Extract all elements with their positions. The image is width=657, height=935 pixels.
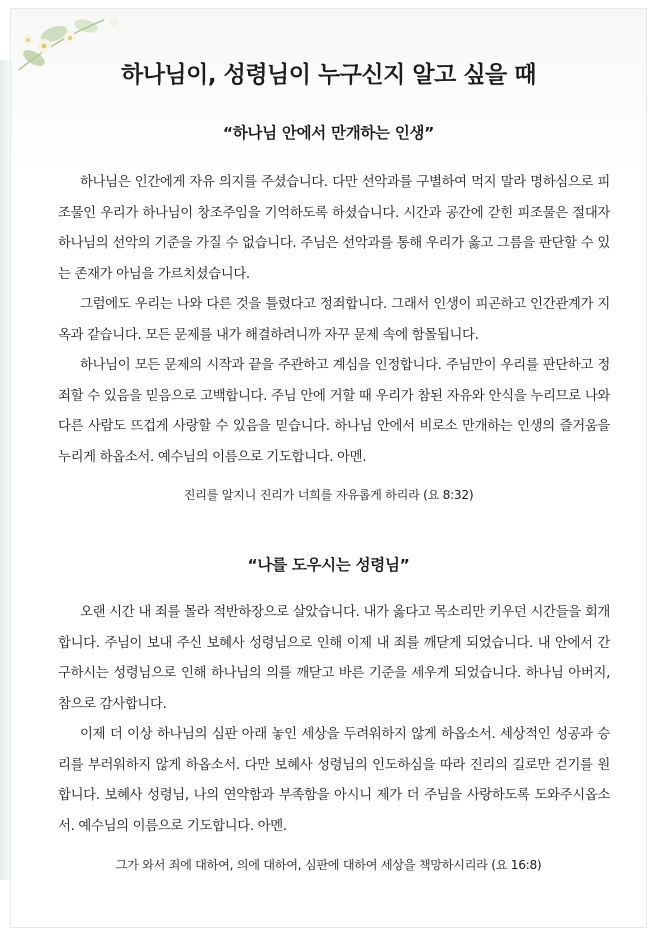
section-heading-2: “나를 도우시는 성령님”: [247, 556, 410, 574]
page-title: 하나님이, 성령님이 누구신지 알고 싶을 때: [121, 62, 536, 88]
section-body-1: [58, 168, 610, 473]
section-body-2: [58, 598, 610, 842]
bible-verse-1: 진리를 알지니 진리가 너희를 자유롭게 하리라 (요 8:32): [183, 488, 474, 502]
paragraph: 하나님이 모든 문제의 시작과 끝을 주관하고 계심을 인정합니다. 주님만이 우리를 판단하고 정죄할 수 있음을 믿음으로 고백합니다. 주님 안에 거할 때 우리가 참된 자유와 안식을 누리므로 나와 다른 사람도 뜨겁게 사랑할 수 있음을 믿습니다. 하나님 안에서 비로소 만개하는 인생의 즐거움을 누리게 하옵소서. 예수님의 이름으로 기도합니다. 아멘.: [58, 358, 610, 465]
paragraph: 이제 더 이상 하나님의 심판 아래 놓인 세상을 두려워하지 않게 하옵소서. 세상적인 성공과 승리를 부러워하지 않게 하옵소서. 다만 보혜사 성령님의 인도하심을 따라 진리의 길로만 걷기를 원합니다. 보혜사 성령님, 나의 연약함과 부족함을 아시니 제가 더 주님을 사랑하도록 도와주시옵소서. 예수님의 이름으로 기도합니다. 아멘.: [58, 727, 610, 834]
paragraph: 오랜 시간 내 죄를 몰라 적반하장으로 살았습니다. 내가 옳다고 목소리만 키우던 시간들을 회개합니다. 주님이 보내 주신 보혜사 성령님으로 인해 이제 내 죄를 깨닫게 되었습니다. 내 안에서 간구하시는 성령님으로 인해 하나님의 의를 깨닫고 바른 기준을 세우게 되었습니다. 하나님 아버지, 참으로 감사합니다.: [58, 605, 610, 712]
bible-verse-2: 그가 와서 죄에 대하여, 의에 대하여, 심판에 대하여 세상을 책망하시리라 (요 16:8): [115, 858, 542, 872]
paragraph: 그럼에도 우리는 나와 다른 것을 틀렸다고 정죄합니다. 그래서 인생이 피곤하고 인간관계가 지옥과 같습니다. 모든 문제를 내가 해결하려니까 자꾸 문제 속에 함몰됩니다.: [58, 297, 610, 343]
section-heading-1: “하나님 안에서 만개하는 인생”: [222, 124, 435, 142]
paragraph: 하나님은 인간에게 자유 의지를 주셨습니다. 다만 선악과를 구별하여 먹지 말라 명하심으로 피조물인 우리가 하나님이 창조주임을 기억하도록 하셨습니다. 시간과 공간에 갇힌 피조물은 절대자 하나님의 선악의 기준을 가질 수 없습니다. 주님은 선악과를 통해 우리가 옳고 그름을 판단할 수 있는 존재가 아님을 가르치셨습니다.: [58, 175, 610, 282]
side-decoration: [0, 60, 14, 880]
